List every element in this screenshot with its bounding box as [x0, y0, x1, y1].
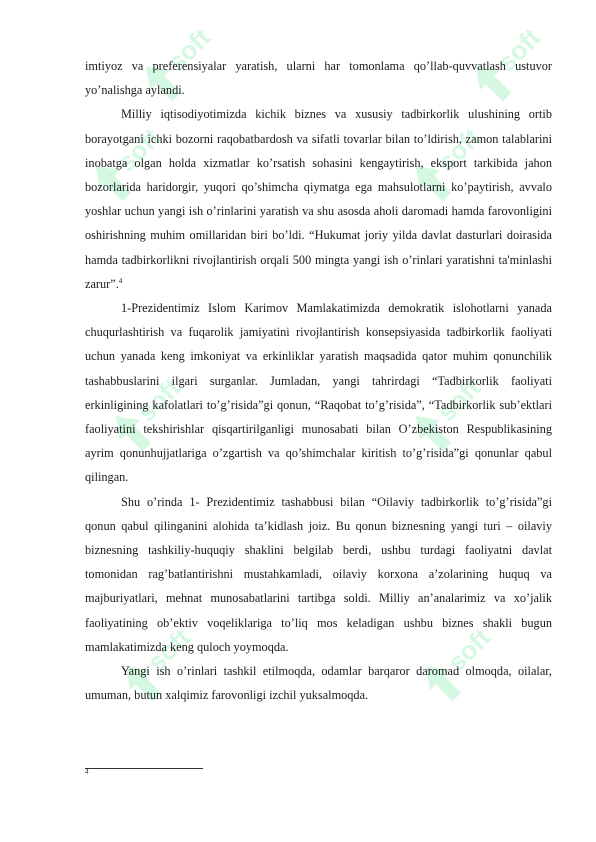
document-body [85, 54, 552, 707]
svg-text:soft: soft [161, 22, 217, 78]
paragraph-4: Shu o’rinda 1- Prezidentimiz tashabbusi bilan “Oilaviy tadbirkorlik to’g’risida”gi qonun qabul qilinganini alohida ta’kidlash joiz. Bu qonun biznesning yangi turi – oilaviy biznesning tashkiliy-huquqiy shaklini belgilab berdi, ushbu turdagi faoliyatni davlat tomonidan rag’batlantirishni mustahkamladi, oilaviy korxona a’zolarining huquq va majburiyatlari, mehnat munosabatlarini tartibga soldi. Milliy an’analarimiz va xo’jalik faoliyatining ob’ektiv voqeliklariga to’liq mos keladigan ushbu biznes shakli bugun mamlakatimizda keng quloch yoymoqda. [85, 494, 552, 654]
svg-text:soft: soft [431, 372, 487, 428]
footnote [85, 767, 89, 780]
footnote-marker: 4 [85, 767, 89, 776]
svg-text:soft: soft [141, 622, 197, 678]
paragraph-3: 1-Prezidentimiz Islom Karimov Mamlakatimizda demokratik islohotlarni yanada chuqurlashtirish va fuqarolik jamiyatini rivojlantirish konsepsiyasida tadbirkorlik faoliyati uchun yanada keng imkoniyat va erkinliklar yaratish maqsadida qator muhim qonunchilik tashabbuslarini ilgari surganlar. Jumladan, yangi tahrirdagi “Tadbirkorlik faoliyati erkinligining kafolatlari to’g’risida”gi qonun, “Raqobat to’g’risida”, “Tadbirkorlik sub’ektlari faoliyatini tekshirishlar qisqartirilganligi munosabati bilan O’zbekiston Respublikasining ayrim qonunhujjatlariga o’zgartish va qo’shimchalar kiritish to’g’risida”gi qonunlar qabul qilingan. [85, 301, 552, 485]
paragraph-2 [85, 102, 552, 296]
paragraph-5: Yangi ish o’rinlari tashkil etilmoqda, odamlar barqaror daromad olmoqda, oilalar, umuman, butun xalqimiz farovonligi izchil yuksalmoqda. [85, 664, 552, 703]
svg-text:soft: soft [131, 372, 187, 428]
svg-text:soft: soft [491, 22, 547, 78]
svg-text:soft: soft [431, 122, 487, 178]
paragraph-2-text: Milliy iqtisodiyotimizda kichik biznes va xususiy tadbirkorlik ulushining ortib borayotgani ichki bozorni raqobatbardosh va sifatli tovarlar bilan to’ldirish, zamon talablarini inobatga olgan holda xizmatlar ko’rsatish sohasini kengaytirish, eksport tarkibida jahon bozorlarida haridorgir, yuqori qo’shimcha qiymatga ega mahsulotlarni ko’paytirish, avvalo yoshlar uchun yangi ish o’rinlarini yaratish va shu asosda aholi daromadi hamda farovonligini oshirishning muhim omillaridan biri bo’ldi. “Hukumat joriy yilda davlat dasturlari doirasida hamda tadbirkorlikni rivojlantirish orqali 500 mingta yangi ish o’rinlari yaratishni ta'minlashi zarur”. [85, 107, 552, 291]
footnote-divider [85, 768, 203, 769]
paragraph-1: imtiyoz va preferensiyalar yaratish, ularni har tomonlama qo’llab-quvvatlash ustuvor yo’nalishga aylandi. [85, 59, 552, 98]
svg-text:soft: soft [441, 622, 497, 678]
svg-text:soft: soft [111, 122, 167, 178]
footnote-reference[interactable]: 4 [118, 276, 123, 285]
